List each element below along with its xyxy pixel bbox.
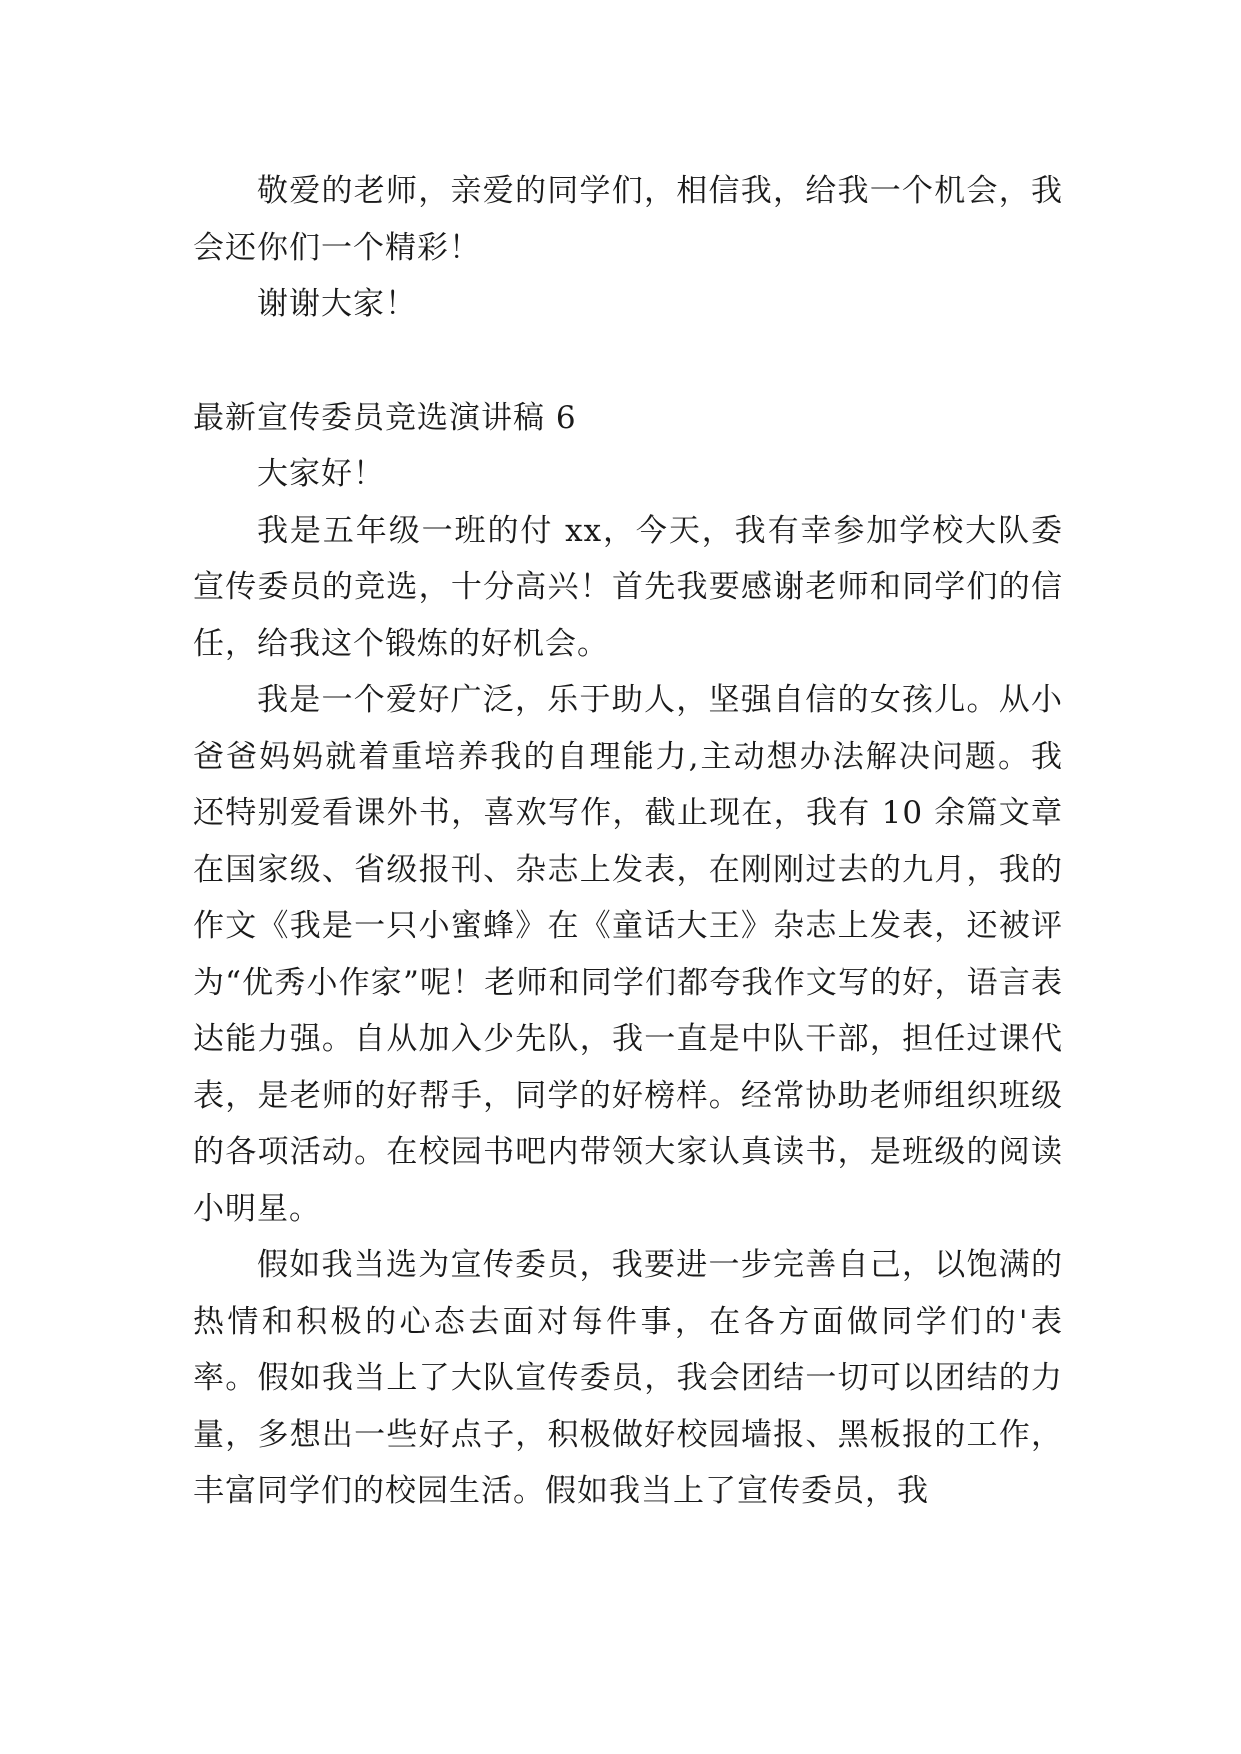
plan-paragraph: 假如我当选为宣传委员，我要进一步完善自己，以饱满的热情和积极的心态去面对每件事，在各方面做同学们的'表率。假如我当上了大队宣传委员，我会团结一切可以团结的力量，多想出一些好点子，积极做好校园墙报、黑板报的工作，丰富同学们的校园生活。假如我当上了宣传委员，我 <box>193 1247 1063 1509</box>
self-description-paragraph: 我是一个爱好广泛，乐于助人，坚强自信的女孩儿。从小爸爸妈妈就着重培养我的自理能力,主动想办法解决问题。我还特别爱看课外书，喜欢写作，截止现在，我有 10 余篇文章在国家级、省级报刊、杂志上发表，在刚刚过去的九月，我的作文《我是一只小蜜蜂》在《童话大王》杂志上发表，还被评为“优秀小作家”呢！老师和同学们都夸我作文写的好，语言表达能力强。自从加入少先队，我一直是中队干部，担任过课代表，是老师的好帮手，同学的好榜样。经常协助老师组织班级的各项活动。在校园书吧内带领大家认真读书，是班级的阅读小明星。 <box>193 682 1063 1227</box>
closing-paragraph: 敬爱的老师，亲爱的同学们，相信我，给我一个机会，我会还你们一个精彩！ <box>193 173 1063 266</box>
greeting-paragraph: 大家好！ <box>257 456 385 492</box>
section-title: 最新宣传委员竞选演讲稿 6 <box>193 399 577 436</box>
thanks-paragraph: 谢谢大家！ <box>257 286 417 322</box>
document-body <box>193 163 1063 1520</box>
intro-paragraph: 我是五年级一班的付 xx，今天，我有幸参加学校大队委宣传委员的竞选，十分高兴！首先我要感谢老师和同学们的信任，给我这个锻炼的好机会。 <box>193 512 1063 662</box>
